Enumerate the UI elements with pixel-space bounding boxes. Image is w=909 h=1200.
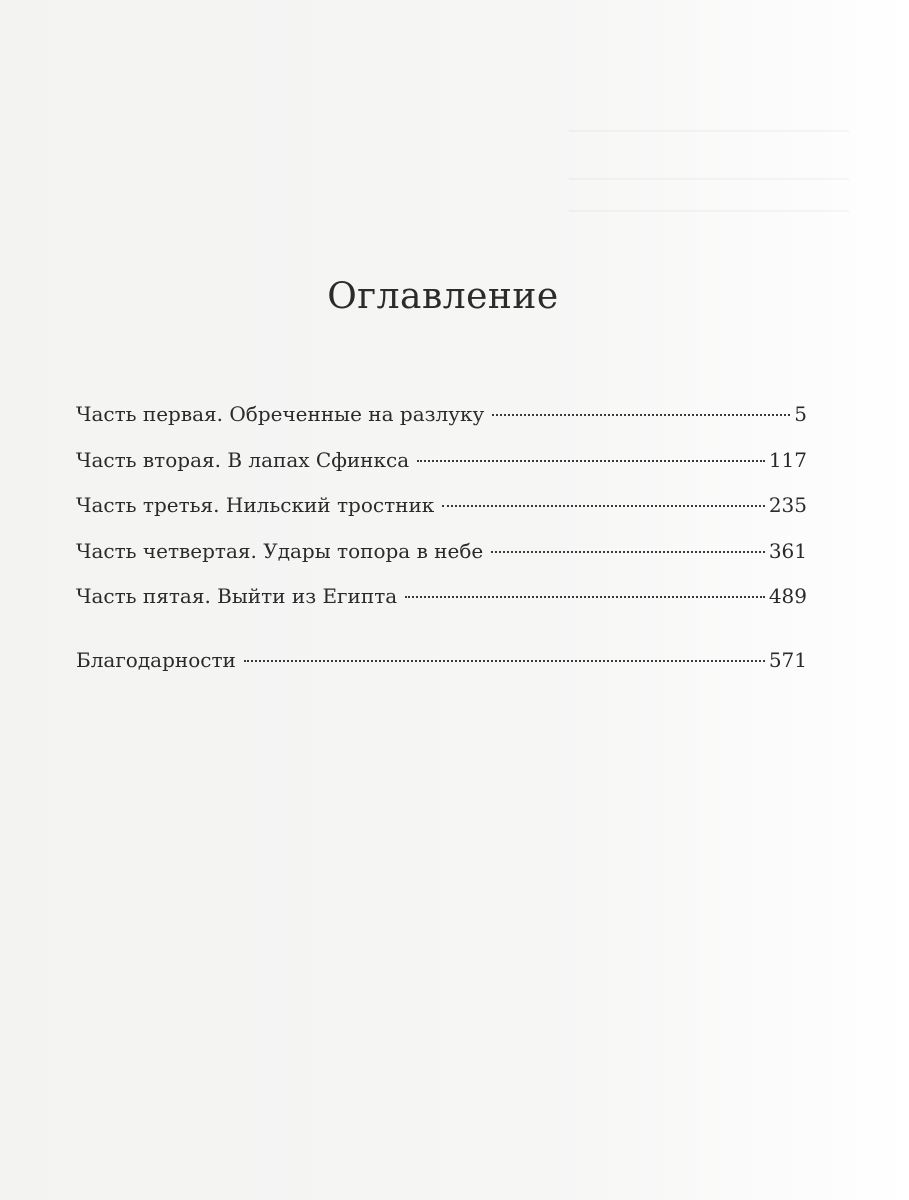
- dot-leader: [442, 505, 765, 507]
- toc-entry-title: Часть четвертая. Удары топора в небе: [76, 538, 484, 563]
- toc-entry[interactable]: [76, 578, 807, 624]
- toc-entry[interactable]: [76, 533, 807, 579]
- bleed-through-line: [569, 130, 849, 132]
- toc-entry-title: Часть вторая. В лапах Сфинкса: [76, 447, 410, 472]
- toc-entry[interactable]: [76, 487, 807, 533]
- toc-entry[interactable]: [76, 396, 807, 442]
- toc-entry-page: 489: [768, 584, 807, 608]
- toc-entry-title: Часть пятая. Выйти из Египта: [76, 584, 398, 608]
- toc-entry-acknowledgements[interactable]: [76, 642, 807, 688]
- toc-entry-page: 5: [794, 402, 807, 426]
- toc-entry-title: Часть первая. Обреченные на разлуку: [76, 402, 485, 426]
- bleed-through-line: [569, 178, 849, 180]
- toc-entry-page: 571: [768, 647, 807, 672]
- table-of-contents: [76, 396, 807, 687]
- bleed-through-line: [569, 210, 849, 212]
- toc-entry[interactable]: [76, 442, 807, 488]
- dot-leader: [244, 660, 765, 662]
- toc-entry-title: Часть третья. Нильский тростник: [76, 493, 435, 517]
- dot-leader: [405, 596, 765, 598]
- toc-entry-page: 117: [768, 447, 807, 472]
- toc-entry-title: Благодарности: [76, 647, 236, 672]
- dot-leader: [492, 414, 790, 416]
- dot-leader: [491, 551, 765, 553]
- page-title: Оглавление: [327, 276, 559, 317]
- toc-entry-page: 235: [768, 493, 807, 517]
- dot-leader: [417, 460, 765, 462]
- toc-entry-page: 361: [768, 538, 807, 563]
